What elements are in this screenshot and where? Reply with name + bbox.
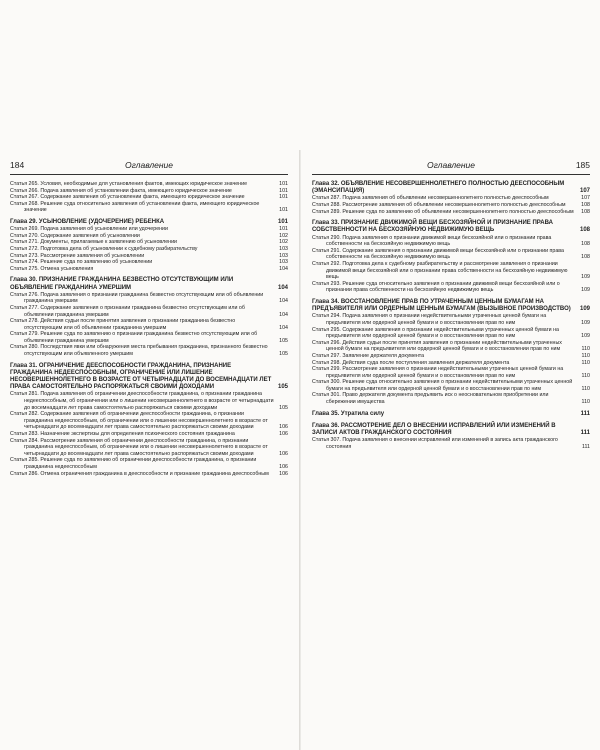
toc-entry-page: 105 xyxy=(279,351,288,358)
toc-entry-page: 109 xyxy=(581,274,590,281)
toc-entry-title: Статья 291. Содержание заявления о признании движимой вещи бесхозяйной или о признании права собственности на бесхозяйную недвижимую вещь xyxy=(312,247,564,261)
toc-article-entry xyxy=(10,471,288,478)
toc-entry-page: 111 xyxy=(581,443,590,450)
toc-article-entry xyxy=(10,233,288,240)
toc-article-entry xyxy=(312,248,590,261)
toc-article-entry xyxy=(10,292,288,305)
toc-article-entry xyxy=(10,188,288,195)
toc-entry-page: 106 xyxy=(279,464,288,471)
toc-entry-title: Глава 34. ВОССТАНОВЛЕНИЕ ПРАВ ПО УТРАЧЕННЫМ ЦЕННЫМ БУМАГАМ НА ПРЕДЪЯВИТЕЛЯ ИЛИ ОРДЕРНЫМ ЦЕННЫМ БУМАГАМ (ВЫЗЫВНОЕ ПРОИЗВОДСТВО) xyxy=(312,298,571,313)
toc-entry-title: Статья 274. Решение суда по заявлению об усыновлении xyxy=(10,259,153,266)
toc-entry-page: 109 xyxy=(579,306,590,313)
left-page-number: 184 xyxy=(10,160,25,170)
toc-entry-page: 106 xyxy=(279,431,288,438)
toc-entry-page: 111 xyxy=(580,430,590,437)
toc-entry-title: Статья 293. Решение суда относительно заявления о признании движимой вещи бесхозяйной или о признании права собственности на бесхозяйную недвижимую вещь xyxy=(312,280,560,294)
toc-entry-title: Статья 296. Действия судьи после принятия заявления о признании недействительными утраченных ценной бумаги на предъявителя или ордерной ценной бумаги и о восстановлении прав по ним xyxy=(312,339,562,353)
toc-article-entry xyxy=(10,344,288,357)
toc-article-entry xyxy=(312,261,590,281)
toc-entry-title: Глава 36. РАССМОТРЕНИЕ ДЕЛ О ВНЕСЕНИИ ИСПРАВЛЕНИЙ ИЛИ ИЗМЕНЕНИЙ В ЗАПИСИ АКТОВ ГРАЖДАНСКОГО СОСТОЯНИЯ xyxy=(312,422,556,437)
toc-article-entry xyxy=(312,379,590,392)
toc-chapter-entry xyxy=(312,423,590,437)
toc-entry-title: Глава 31. ОГРАНИЧЕНИЕ ДЕЕСПОСОБНОСТИ ГРАЖДАНИНА, ПРИЗНАНИЕ ГРАЖДАНИНА НЕДЕЕСПОСОБНЫМ, ОГРАНИЧЕНИЕ ИЛИ ЛИШЕНИЕ НЕСОВЕРШЕННОЛЕТНЕГО В ВОЗРАСТЕ ОТ ЧЕТЫРНАДЦАТИ ДО ВОСЕМНАДЦАТИ ЛЕТ ПРАВА САМОСТОЯТЕЛЬНО РАСПОРЯЖАТЬСЯ СВОИМИ ДОХОДАМИ xyxy=(10,362,272,391)
toc-entry-page: 109 xyxy=(581,333,590,340)
toc-chapter-entry xyxy=(10,219,288,226)
toc-entry-page: 101 xyxy=(279,226,288,233)
toc-article-entry xyxy=(312,366,590,379)
toc-entry-page: 110 xyxy=(581,399,590,406)
left-page-header xyxy=(10,160,288,175)
toc-entry-title: Статья 280. Последствия явки или обнаружения места пребывания гражданина, признанного безвестно отсутствующим или объявленного умершим xyxy=(10,344,268,358)
toc-entry-page: 104 xyxy=(277,284,288,291)
toc-article-entry xyxy=(312,195,590,202)
toc-entry-page: 104 xyxy=(279,324,288,331)
toc-entry-page: 108 xyxy=(581,208,590,215)
toc-article-entry xyxy=(10,226,288,233)
toc-entry-title: Статья 278. Действия судьи после принятия заявления о признании гражданина безвестно отсутствующим или об объявлении гражданина умершим xyxy=(10,318,236,331)
toc-entry-page: 108 xyxy=(581,241,590,248)
toc-article-entry xyxy=(10,331,288,344)
toc-entry-title: Статья 279. Решение суда по заявлению о признании гражданина безвестно отсутствующим или об объявлении гражданина умершим xyxy=(10,331,258,344)
toc-entry-title: Статья 272. Подготовка дела об усыновлении к судебному разбирательству xyxy=(10,245,198,252)
toc-entry-title: Статья 268. Решение суда относительно заявления об установлении факта, имеющего юридическое значение xyxy=(10,200,260,214)
toc-entry-page: 104 xyxy=(279,311,288,318)
toc-entry-title: Статья 284. Рассмотрение заявления об ограничении дееспособности гражданина, о признании гражданина недееспособным, об ограничении или о лишении несовершеннолетнего в возрасте от четырнадцати до восемнадцати лет права самостоятельно распоряжаться своими доходами xyxy=(10,437,268,457)
left-toc xyxy=(10,181,288,477)
toc-entry-title: Глава 32. ОБЪЯВЛЕНИЕ НЕСОВЕРШЕННОЛЕТНЕГО ПОЛНОСТЬЮ ДЕЕСПОСОБНЫМ (ЭМАНСИПАЦИЯ) xyxy=(312,181,565,195)
toc-chapter-entry xyxy=(10,363,288,392)
toc-entry-title: Статья 270. Содержание заявления об усыновлении xyxy=(10,232,140,239)
right-page-header xyxy=(312,160,590,175)
toc-article-entry xyxy=(10,457,288,470)
toc-entry-title: Статья 298. Действия суда после поступления заявления держателя документа xyxy=(312,359,510,366)
toc-entry-title: Статья 295. Содержание заявления о признании недействительными утраченных ценной бумаги на предъявителя или ордерной ценной бумаги и о восстановлении прав по ним xyxy=(312,326,559,340)
toc-entry-title: Статья 290. Подача заявления о признании движимой вещи бесхозяйной или о признании права собственности на бесхозяйную недвижимую вещь xyxy=(312,234,552,248)
toc-entry-page: 110 xyxy=(581,346,590,353)
toc-entry-page: 105 xyxy=(277,384,288,391)
toc-entry-page: 107 xyxy=(579,188,590,195)
right-page-running-title: Оглавление xyxy=(426,160,476,170)
toc-entry-page: 107 xyxy=(581,195,590,202)
toc-article-entry xyxy=(10,391,288,411)
toc-entry-title: Статья 297. Заявление держателя документа xyxy=(312,352,425,359)
toc-entry-title: Статья 294. Подача заявления о признании недействительными утраченных ценной бумаги на предъявителя или ордерной ценной бумаги и о восстановлении прав по ним xyxy=(312,313,547,326)
toc-entry-page: 109 xyxy=(581,319,590,326)
toc-entry-title: Статья 286. Отмена ограничения гражданина в дееспособности и признание гражданина дееспособным xyxy=(10,470,269,477)
toc-entry-page: 110 xyxy=(581,385,590,392)
toc-entry-page: 103 xyxy=(279,252,288,259)
toc-entry-title: Статья 289. Решение суда по заявлению об объявлении несовершеннолетнего полностью дееспособным xyxy=(312,208,574,215)
toc-chapter-entry xyxy=(312,411,590,418)
toc-article-entry xyxy=(10,431,288,438)
toc-entry-page: 105 xyxy=(279,337,288,344)
toc-article-entry xyxy=(312,340,590,353)
toc-entry-title: Глава 29. УСЫНОВЛЕНИЕ (УДОЧЕРЕНИЕ) РЕБЕНКА xyxy=(10,218,165,225)
toc-entry-page: 110 xyxy=(581,359,590,366)
left-page xyxy=(0,150,298,750)
toc-chapter-entry xyxy=(10,277,288,291)
toc-article-entry xyxy=(10,246,288,253)
toc-article-entry xyxy=(10,259,288,266)
toc-article-entry xyxy=(312,327,590,340)
toc-article-entry xyxy=(10,411,288,431)
toc-entry-title: Статья 283. Назначение экспертизы для определения психического состояния гражданина xyxy=(10,431,235,438)
toc-article-entry xyxy=(312,202,590,209)
toc-entry-page: 101 xyxy=(279,181,288,187)
toc-entry-title: Статья 300. Решение суда относительно заявления о признании недействительными утраченных ценной бумаги на предъявителя или ордерной ценной бумаги и о восстановлении прав по ним xyxy=(312,379,573,392)
toc-entry-title: Статья 267. Содержание заявления об установлении факта, имеющего юридическое значение xyxy=(10,194,245,201)
right-page-number: 185 xyxy=(575,160,590,170)
toc-entry-page: 106 xyxy=(279,450,288,457)
toc-entry-title: Статья 307. Подача заявления о внесении исправлений или изменений в запись акта гражданского состояния xyxy=(312,437,558,450)
toc-entry-page: 101 xyxy=(279,187,288,194)
toc-article-entry xyxy=(10,239,288,246)
toc-entry-page: 101 xyxy=(279,207,288,214)
toc-entry-title: Статья 299. Рассмотрение заявления о признании недействительными утраченных ценной бумаги на предъявителя или ордерной ценной бумаги и о восстановлении прав по ним xyxy=(312,366,564,379)
toc-entry-title: Статья 288. Рассмотрение заявления об объявлении несовершеннолетнего полностью дееспособным xyxy=(312,202,566,208)
book-gutter xyxy=(299,150,301,750)
toc-entry-page: 105 xyxy=(279,404,288,411)
toc-article-entry xyxy=(10,318,288,331)
toc-article-entry xyxy=(10,181,288,188)
toc-entry-page: 102 xyxy=(279,239,288,246)
toc-article-entry xyxy=(312,281,590,294)
toc-article-entry xyxy=(312,209,590,216)
toc-entry-page: 102 xyxy=(279,232,288,239)
toc-entry-title: Статья 282. Содержание заявления об ограничении дееспособности гражданина, о признании гражданина недееспособным, об ограничении или о лишении несовершеннолетнего в возрасте от четырнадцати до восемнадцати лет права самостоятельно распоряжаться своими доходами xyxy=(10,411,268,431)
right-page xyxy=(302,150,600,750)
toc-entry-title: Статья 269. Подача заявления об усыновлении или удочерении xyxy=(10,226,168,233)
toc-entry-title: Глава 33. ПРИЗНАНИЕ ДВИЖИМОЙ ВЕЩИ БЕСХОЗЯЙНОЙ И ПРИЗНАНИЕ ПРАВА СОБСТВЕННОСТИ НА БЕСХОЗЯЙНУЮ НЕДВИЖИМУЮ ВЕЩЬ xyxy=(312,220,553,234)
toc-article-entry xyxy=(312,235,590,248)
toc-entry-page: 108 xyxy=(581,202,590,208)
toc-entry-title: Статья 265. Условия, необходимые для установления фактов, имеющих юридическое значение xyxy=(10,181,248,187)
toc-entry-page: 109 xyxy=(581,287,590,294)
toc-entry-page: 108 xyxy=(579,227,590,234)
toc-chapter-entry xyxy=(312,181,590,195)
toc-entry-title: Глава 30. ПРИЗНАНИЕ ГРАЖДАНИНА БЕЗВЕСТНО ОТСУТСТВУЮЩИМ ИЛИ ОБЪЯВЛЕНИЕ ГРАЖДАНИНА УМЕРШИМ xyxy=(10,277,234,291)
toc-entry-page: 110 xyxy=(581,372,590,379)
toc-entry-page: 104 xyxy=(279,298,288,305)
toc-article-entry xyxy=(10,305,288,318)
toc-entry-page: 106 xyxy=(279,470,288,477)
toc-entry-title: Статья 271. Документы, прилагаемые к заявлению об усыновлении xyxy=(10,239,177,246)
toc-entry-page: 103 xyxy=(279,259,288,266)
toc-article-entry xyxy=(312,313,590,326)
toc-entry-title: Статья 277. Содержание заявления о признании гражданина безвестно отсутствующим или об объявлении гражданина умершим xyxy=(10,304,245,318)
toc-entry-page: 110 xyxy=(581,352,590,359)
toc-article-entry xyxy=(10,253,288,260)
toc-entry-title: Статья 266. Подача заявления об установлении факта, имеющего юридическое значение xyxy=(10,187,232,194)
toc-entry-title: Статья 292. Подготовка дела к судебному разбирательству и рассмотрение заявления о признании движимой вещи бесхозяйной или о признании права собственности на бесхозяйную недвижимую вещь xyxy=(312,260,568,281)
toc-entry-page: 111 xyxy=(580,410,590,417)
toc-entry-title: Статья 285. Решение суда по заявлению об ограничении дееспособности гражданина, о признании гражданина недееспособным xyxy=(10,457,257,471)
toc-article-entry xyxy=(10,266,288,273)
toc-article-entry xyxy=(312,353,590,360)
toc-article-entry xyxy=(312,392,590,405)
toc-entry-page: 104 xyxy=(279,265,288,272)
toc-entry-page: 108 xyxy=(581,254,590,261)
left-page-running-title: Оглавление xyxy=(124,160,174,170)
toc-entry-title: Глава 35. Утратила силу xyxy=(312,410,385,417)
toc-article-entry xyxy=(10,194,288,201)
toc-chapter-entry xyxy=(312,220,590,234)
toc-entry-title: Статья 273. Рассмотрение заявления об усыновлении xyxy=(10,252,145,259)
toc-entry-title: Статья 281. Подача заявления об ограничении дееспособности гражданина, о признании гражданина недееспособным, об ограничении или о лишении несовершеннолетнего в возрасте от четырнадцати до восемнадцати лет права самостоятельно распоряжаться своими доходами xyxy=(10,391,274,411)
toc-entry-title: Статья 301. Право держателя документа предъявить иск о неосновательном приобретении или сбережении имущества xyxy=(312,392,549,406)
toc-entry-page: 101 xyxy=(277,218,288,225)
toc-entry-title: Статья 276. Подача заявления о признании гражданина безвестно отсутствующим или об объявлении гражданина умершим xyxy=(10,291,264,305)
toc-article-entry xyxy=(312,437,590,450)
toc-chapter-entry xyxy=(312,299,590,313)
toc-entry-title: Статья 275. Отмена усыновления xyxy=(10,265,94,272)
toc-entry-page: 103 xyxy=(279,245,288,252)
toc-entry-page: 101 xyxy=(279,194,288,201)
right-toc xyxy=(312,181,590,450)
toc-entry-page: 106 xyxy=(279,424,288,431)
toc-article-entry xyxy=(10,201,288,214)
toc-entry-title: Статья 287. Подача заявления об объявлении несовершеннолетнего полностью дееспособным xyxy=(312,195,549,202)
toc-article-entry xyxy=(10,438,288,458)
